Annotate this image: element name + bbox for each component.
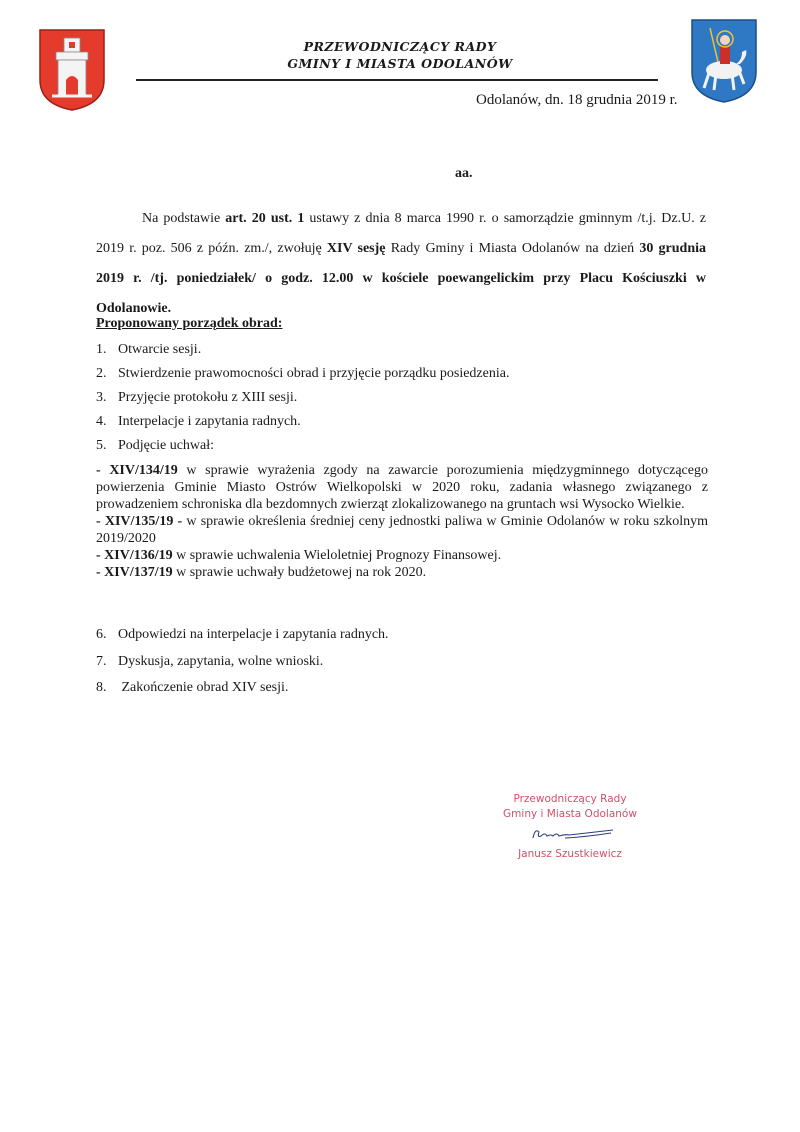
intro-legal-basis: art. 20 ust. 1 xyxy=(225,211,305,226)
resolution-dash: - xyxy=(96,514,105,529)
intro-text-3: Rady Gminy i Miasta Odolanów na dzień xyxy=(385,241,640,256)
resolution-text: w sprawie wyrażenia zgody na zawarcie porozumienia międzygminnego dotyczącego powierzenia Gminie Miasto Ostrów Wielkopolski w 2020 roku, zadania własnego związanego z prowadzeniem schroniska dla bezdomnych zwierząt zlokalizowanego na gruntach wsi Wysocko Wielkie. xyxy=(96,463,708,512)
signature-stamp xyxy=(480,792,660,862)
resolution-text: w sprawie uchwalenia Wieloletniej Prognozy Finansowej. xyxy=(172,548,502,563)
agenda-item xyxy=(96,627,389,643)
agenda-item-number: 2. xyxy=(96,366,107,381)
intro-session-number: XIV sesję xyxy=(326,241,386,256)
stamp-title-line-1: Przewodniczący Rady xyxy=(513,793,627,805)
resolution-code: XIV/135/19 - xyxy=(104,514,183,529)
agenda-item xyxy=(96,390,297,406)
agenda-item-number: 5. xyxy=(96,438,107,453)
issuer-title xyxy=(250,38,550,72)
handwritten-signature xyxy=(525,824,615,844)
document-date: Odolanów, dn. 18 grudnia 2019 r. xyxy=(476,92,678,108)
horseman-saint-crest-icon xyxy=(690,18,758,104)
agenda-item-number: 3. xyxy=(96,390,107,405)
agenda-item xyxy=(96,680,288,696)
resolution-text: w sprawie określenia średniej ceny jednostki paliwa w Gminie Odolanów w roku szkolnym 2019/2020 xyxy=(96,514,708,546)
agenda-item-text: Przyjęcie protokołu z XIII sesji. xyxy=(118,390,298,405)
agenda-item-text: Zakończenie obrad XIV sesji. xyxy=(118,680,289,695)
intro-text-1: Na podstawie xyxy=(142,211,226,226)
agenda-item xyxy=(96,366,509,382)
agenda-item xyxy=(96,342,201,358)
resolution-item xyxy=(96,513,708,547)
agenda-item-text: Odpowiedzi na interpelacje i zapytania radnych. xyxy=(118,627,389,642)
resolutions-list xyxy=(96,462,708,581)
town-tower-crest-icon xyxy=(38,28,106,112)
agenda-item-text: Dyskusja, zapytania, wolne wnioski. xyxy=(118,654,324,669)
resolution-dash: - xyxy=(96,548,105,563)
agenda-item-text: Stwierdzenie prawomocności obrad i przyjęcie porządku posiedzenia. xyxy=(118,366,510,381)
resolution-code: XIV/137/19 xyxy=(104,565,173,580)
agenda-item-text: Podjęcie uchwał: xyxy=(118,438,215,453)
agenda-item-text: Interpelacje i zapytania radnych. xyxy=(118,414,301,429)
agenda-item xyxy=(96,438,214,454)
agenda-item-number: 7. xyxy=(96,654,107,669)
stamp-title-line-2: Gminy i Miasta Odolanów xyxy=(503,808,637,820)
issuer-title-line-1: PRZEWODNICZĄCY RADY xyxy=(303,39,497,54)
issuer-title-line-2: GMINY I MIASTA ODOLANÓW xyxy=(287,56,513,71)
header-divider xyxy=(136,79,658,81)
agenda-item-number: 4. xyxy=(96,414,107,429)
stamp-name: Janusz Szustkiewicz xyxy=(518,848,622,860)
resolution-item xyxy=(96,462,708,513)
resolution-dash: - xyxy=(96,463,110,478)
intro-text-2: ustawy z dnia 8 marca 1990 r. o samorządzie gminnym /t.j. Dz.U. z 2019 r. poz. 506 z późn. zm./, zwołuję xyxy=(96,211,706,256)
resolution-code: XIV/136/19 xyxy=(104,548,173,563)
resolution-item xyxy=(96,564,708,581)
resolution-item xyxy=(96,547,708,564)
document-reference: aa. xyxy=(455,166,473,181)
resolution-text: w sprawie uchwały budżetowej na rok 2020. xyxy=(172,565,427,580)
agenda-item-text: Otwarcie sesji. xyxy=(118,342,202,357)
agenda-title: Proponowany porządek obrad: xyxy=(96,316,283,331)
agenda-item-number: 6. xyxy=(96,627,107,642)
intro-session-date-place: 30 grudnia 2019 r. /tj. poniedziałek/ o godz. 12.00 w kościele poewangelickim przy Placu Kościuszki w Odolanowie. xyxy=(96,241,706,316)
resolution-code: XIV/134/19 xyxy=(109,463,178,478)
agenda-item-number: 1. xyxy=(96,342,107,357)
resolution-dash: - xyxy=(96,565,105,580)
convocation-paragraph xyxy=(96,204,706,324)
agenda-item xyxy=(96,654,323,670)
agenda-item-number: 8. xyxy=(96,680,107,695)
agenda-item xyxy=(96,414,301,430)
